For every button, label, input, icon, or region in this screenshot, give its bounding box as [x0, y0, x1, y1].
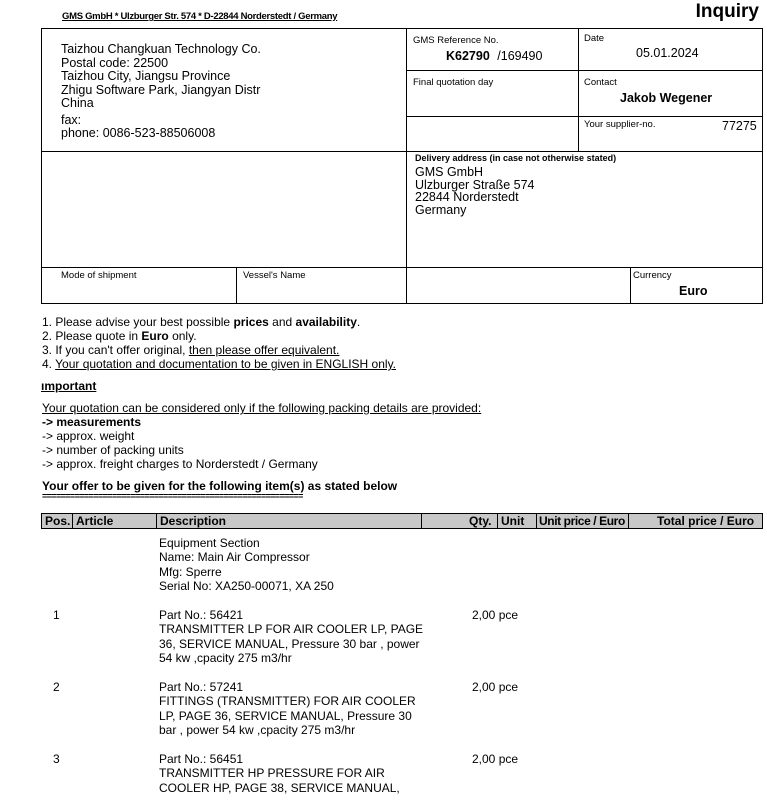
delivery-line: Germany [415, 202, 467, 217]
description-line: bar , power 54 kw ,cpacity 275 m3/hr [159, 722, 356, 737]
instruction-underlined: then please offer equivalent. [188, 343, 340, 357]
instruction-underlined: Your quotation and documentation to be given in ENGLISH only. [55, 357, 397, 371]
header-description: Description [160, 514, 227, 528]
section-line: Name: Main Air Compressor [159, 550, 310, 565]
instruction-emphasis: Euro [141, 329, 169, 343]
instruction-emphasis: prices [233, 315, 269, 329]
description-line: Part No.: 56451 [159, 752, 244, 766]
header-article: Article [76, 514, 114, 528]
row-pos: 3 [53, 752, 60, 766]
items-table-header [41, 513, 763, 529]
reference-main: K62790 [446, 49, 490, 63]
document-title: Inquiry [695, 1, 759, 22]
instruction-text: . [356, 315, 361, 329]
instruction-1 [42, 315, 396, 329]
final-quotation-label: Final quotation day [413, 77, 494, 88]
instruction-text: 1. Please advise your best possible [42, 315, 234, 329]
instruction-text: 2. Please quote in [42, 329, 142, 343]
instruction-text: 4. [42, 357, 56, 371]
supplier-phone: phone: 0086-523-88506008 [61, 126, 216, 140]
packing-item: -> measurements [42, 415, 142, 429]
reference-label: GMS Reference No. [413, 35, 499, 46]
row-qty: 2,00 pce [472, 608, 519, 622]
row-pos: 2 [53, 680, 60, 694]
description-line: LP, PAGE 36, SERVICE MANUAL, Pressure 30 [159, 708, 412, 723]
instruction-3 [42, 343, 396, 357]
row-qty: 2,00 pce [472, 752, 519, 766]
sender-address-line: GMS GmbH * Ulzburger Str. 574 * D-22844 Norderstedt / Germany [62, 11, 338, 22]
header-unit-price: Unit price / Euro [539, 514, 625, 528]
packing-item: -> approx. freight charges to Norderstedt / Germany [42, 457, 318, 471]
offer-heading: Your offer to be given for the following item(s) as stated below [42, 479, 398, 493]
header-unit: Unit [501, 514, 525, 528]
instruction-text: and [268, 315, 296, 329]
mode-of-shipment-label: Mode of shipment [61, 270, 137, 281]
currency-value: Euro [679, 284, 708, 298]
description-line: 54 kw ,cpacity 275 m3/hr [159, 650, 292, 665]
date-value: 05.01.2024 [636, 46, 699, 60]
contact-value: Jakob Wegener [620, 91, 713, 105]
delivery-line: GMS GmbH [415, 165, 484, 179]
supplier-address [61, 43, 261, 141]
supplier-line: Postal code: 22500 [61, 55, 169, 70]
section-line: Serial No: XA250-00071, XA 250 [159, 578, 334, 593]
row-qty: 2,00 pce [472, 680, 519, 694]
description-line: Part No.: 56421 [159, 608, 244, 622]
supplier-line: Taizhou City, Jiangsu Province [61, 69, 231, 83]
packing-item: -> number of packing units [42, 443, 184, 457]
contact-label: Contact [584, 77, 617, 88]
instruction-2 [42, 329, 396, 343]
offer-rule: ======================================================== [42, 491, 303, 501]
description-line: FITTINGS (TRANSMITTER) FOR AIR COOLER [159, 694, 416, 709]
row-description [159, 680, 416, 737]
supplier-line: Zhigu Software Park, Jiangyan Distr [61, 82, 261, 97]
instruction-4 [42, 357, 396, 371]
row-description [159, 752, 400, 795]
instruction-text: only. [168, 329, 197, 343]
supplier-no-value: 77275 [722, 119, 757, 133]
delivery-line: 22844 Norderstedt [415, 190, 519, 204]
packing-details [42, 401, 481, 471]
delivery-address [415, 166, 535, 216]
description-line: TRANSMITTER LP FOR AIR COOLER LP, PAGE [159, 622, 424, 637]
important-heading: ımportant [41, 379, 97, 393]
supplier-fax: fax: [61, 112, 82, 127]
row-pos: 1 [53, 608, 60, 622]
supplier-line: China [61, 96, 94, 110]
header-total-price: Total price / Euro [657, 514, 755, 528]
section-line: Equipment Section [159, 536, 260, 550]
currency-label: Currency [633, 270, 672, 281]
equipment-section [159, 536, 334, 593]
reference-value [446, 49, 542, 63]
delivery-line: Ulzburger Straße 574 [415, 177, 535, 192]
row-description [159, 608, 423, 665]
vessel-name-label: Vessel's Name [243, 270, 306, 281]
date-label: Date [584, 33, 605, 44]
reference-sub: /169490 [497, 49, 543, 63]
description-line: 36, SERVICE MANUAL, Pressure 30 bar , power [159, 636, 420, 651]
packing-item: -> approx. weight [42, 429, 135, 443]
description-line: TRANSMITTER HP PRESSURE FOR AIR [159, 766, 385, 781]
supplier-no-label: Your supplier-no. [584, 119, 656, 130]
supplier-line: Taizhou Changkuan Technology Co. [61, 42, 261, 56]
delivery-label: Delivery address (in case not otherwise stated) [415, 153, 617, 163]
description-line: Part No.: 57241 [159, 680, 244, 694]
section-line: Mfg: Sperre [159, 564, 222, 579]
instruction-text: 3. If you can't offer original, [42, 343, 189, 357]
header-qty: Qty. [469, 514, 492, 528]
instruction-emphasis: availability [295, 315, 357, 329]
description-line: COOLER HP, PAGE 38, SERVICE MANUAL, [159, 780, 400, 795]
instructions [42, 315, 396, 371]
header-pos: Pos. [45, 514, 71, 528]
packing-intro: Your quotation can be considered only if the following packing details are provided: [42, 401, 482, 415]
